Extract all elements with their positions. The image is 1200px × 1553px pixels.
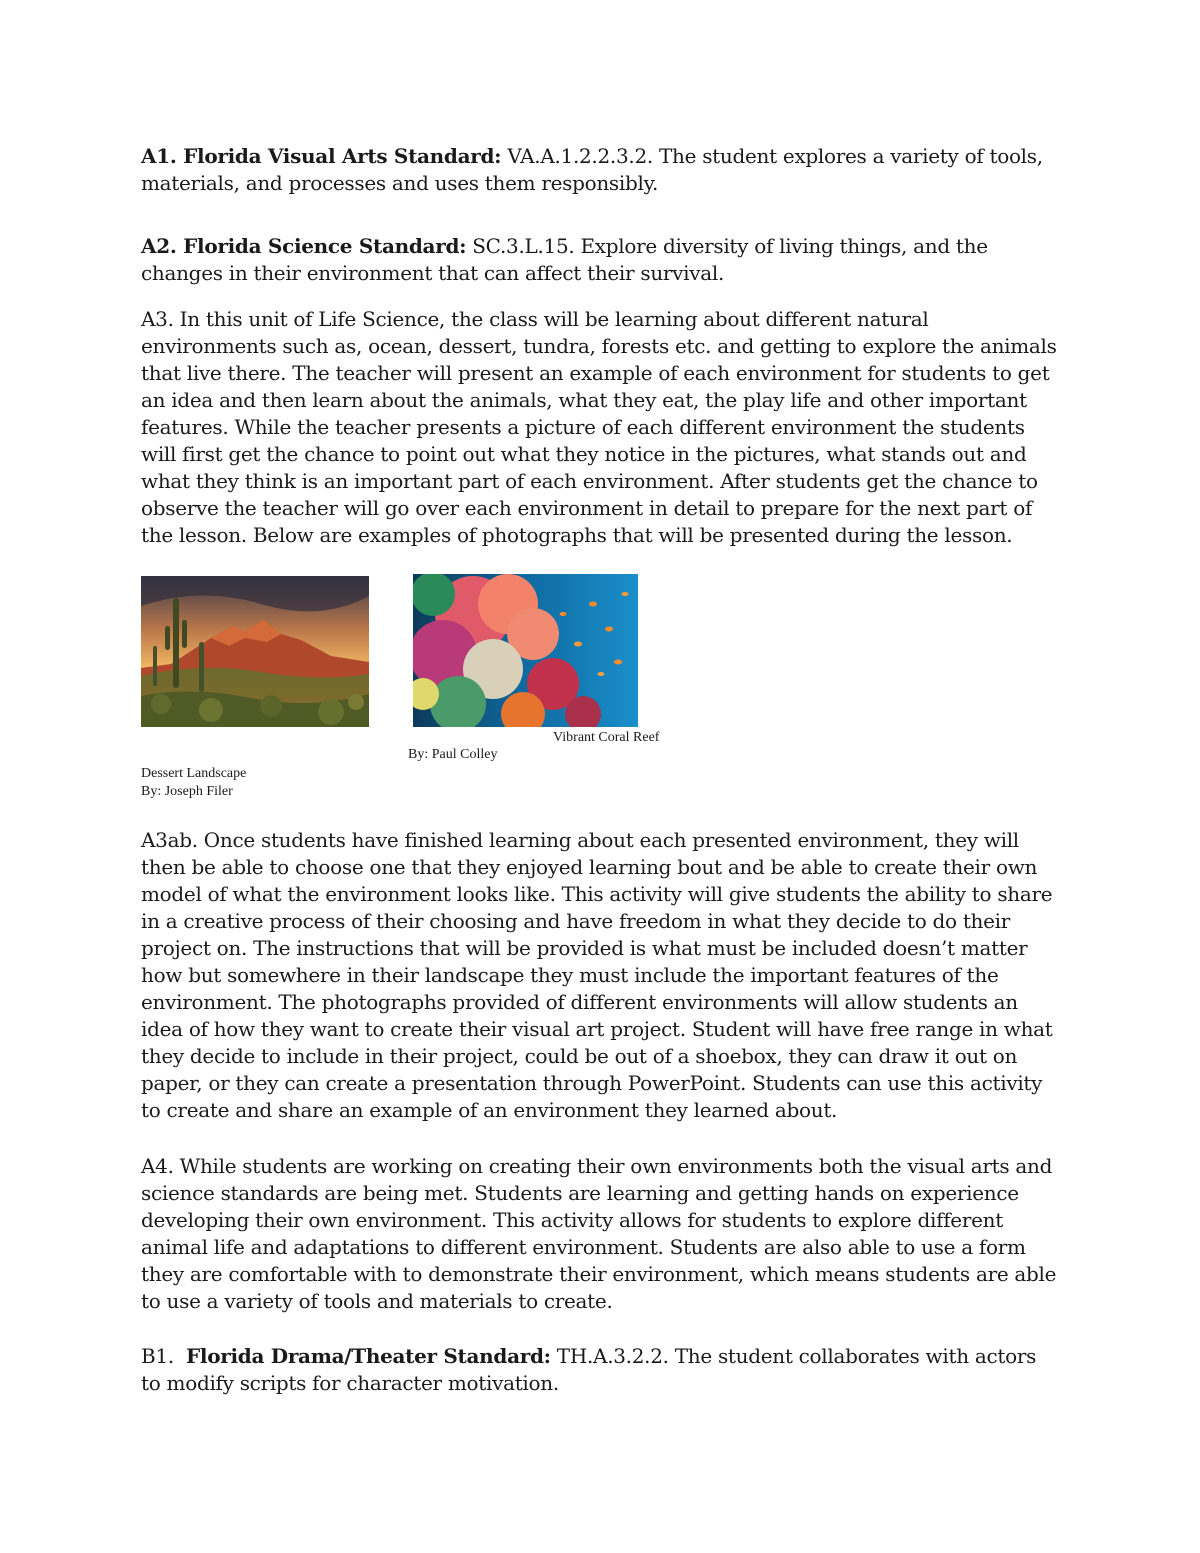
- b1-prefix: B1.: [141, 1344, 186, 1368]
- desert-landscape-photo: [141, 576, 369, 727]
- paragraph-a3ab: A3ab. Once students have finished learning about each presented environment, they will then be able to choose one that they enjoyed learning bout and be able to create their own model of what the environment looks like. This activity will give students the ability to share in a creative process of their choosing and have freedom in what they decide to do their project on. The instructions that will be provided is what must be included doesn’t matter how but somewhere in their landscape they must include the important features of the environment. The photographs provided of different environments will allow students an idea of how they want to create their visual art project. Student will have free range in what they decide to include in their project, could be out of a shoebox, they can draw it out on paper, or they can create a presentation through PowerPoint. Students can use this activity to create and share an example of an environment they learned about.: [141, 828, 1053, 1122]
- paragraph-a4: A4. While students are working on creating their own environments both the visual arts and science standards are being met. Students are learning and getting hands on experience developing their own environment. This activity allows for students to explore different animal life and adaptations to different environment. Students are also able to use a form they are comfortable with to demonstrate their environment, which means students are able to use a variety of tools and materials to create.: [141, 1154, 1057, 1313]
- paragraph-a1: [141, 143, 1061, 197]
- b1-text: TH.A.3.2.2. The student collaborates with actors to modify scripts for character motivation.: [141, 1344, 1037, 1395]
- coral-reef-photo: [413, 574, 638, 727]
- a2-text: SC.3.L.15. Explore diversity of living things, and the changes in their environment that can affect their survival.: [141, 234, 988, 285]
- paragraph-a3: A3. In this unit of Life Science, the class will be learning about different natural environments such as, ocean, dessert, tundra, forests etc. and getting to explore the animals that live there. The teacher will present an example of each environment for students to get an idea and then learn about the animals, what they eat, the play life and other important features. While the teacher presents a picture of each different environment the students will first get the chance to point out what they notice in the pictures, what stands out and what they think is an important part of each environment. After students get the chance to observe the teacher will go over each environment in detail to prepare for the next part of the lesson. Below are examples of photographs that will be presented during the lesson.: [141, 307, 1057, 547]
- paragraph-b1: [141, 1343, 1061, 1397]
- b1-label: Florida Drama/Theater Standard:: [186, 1344, 551, 1368]
- desert-caption-credit: By: Joseph Filer: [141, 784, 233, 799]
- paragraph-a2: [141, 233, 1061, 287]
- a2-label: A2. Florida Science Standard:: [141, 234, 467, 258]
- reef-caption-credit: By: Paul Colley: [408, 747, 498, 762]
- desert-caption-title: Dessert Landscape: [141, 766, 247, 781]
- a1-label: A1. Florida Visual Arts Standard:: [141, 144, 502, 168]
- a1-text: VA.A.1.2.2.3.2. The student explores a variety of tools, materials, and processes and uses them responsibly.: [141, 144, 1043, 195]
- reef-caption-title: Vibrant Coral Reef: [553, 730, 660, 745]
